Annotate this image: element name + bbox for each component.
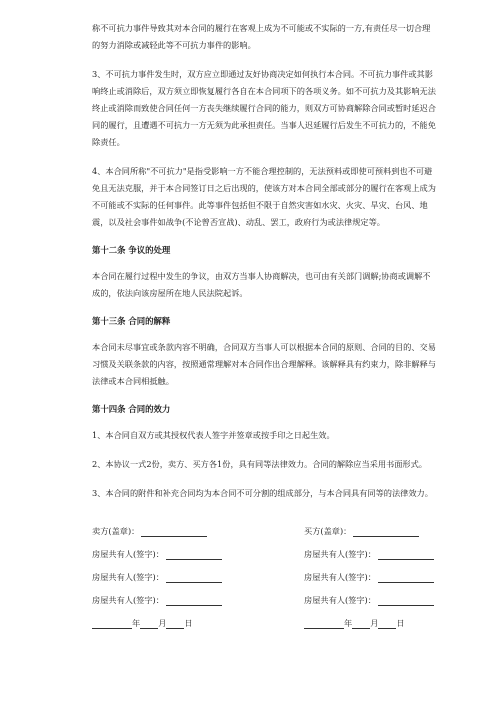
buyer-label: 买方(盖章)：: [304, 526, 352, 536]
paragraph-force-majeure-3: 3、不可抗力事件发生时，双方应立即通过友好协商决定如何执行本合同。不可抗力事件或其影响终止或消除后，双方须立即恢复履行各自在本合同项下的各项义务。如不可抗力及其影响无法终止或消除而致使合同任何一方丧失继续履行合同的能力，则双方可协商解除合同或暂时延迟合同的履行，且遭遇不可抗力一方无须为此承担责任。当事人迟延履行后发生不可抗力的，不能免除责任。: [92, 69, 436, 147]
buyer-co-owner-line-1: [304, 537, 438, 560]
buyer-co-owner-line-2: [304, 560, 438, 583]
seller-co-owner-line-3: [92, 583, 304, 606]
buyer-date-line: [304, 606, 438, 629]
seller-co-owner-line-1: [92, 537, 304, 560]
paragraph-force-majeure-1: 称不可抗力事件导致其对本合同的履行在客观上成为不可能或不实际的一方,有责任尽一切合理的努力消除或减轻此等不可抗力事件的影响。: [92, 23, 431, 50]
year-blank: [304, 627, 344, 629]
section-14-item-3: 3、本合同的附件和补充合同均为本合同不可分割的组成部分，与本合同具有同等的法律效力。: [92, 488, 433, 498]
co-owner-label: 房屋共有人(签字)：: [304, 595, 376, 605]
section-14-title: 第十四条 合同的效力: [92, 404, 171, 414]
co-owner-label: 房屋共有人(签字)：: [304, 549, 376, 559]
seller-label: 卖方(盖章)：: [92, 526, 140, 536]
co-owner-label: 房屋共有人(签字)：: [92, 572, 164, 582]
co-owner-label: 房屋共有人(签字)：: [304, 572, 376, 582]
day-label: 日: [396, 618, 405, 628]
section-13-title: 第十三条 合同的解释: [92, 316, 171, 326]
day-blank: [166, 627, 184, 629]
year-label: 年: [132, 618, 141, 628]
section-12-title: 第十二条 争议的处理: [92, 245, 171, 255]
seller-co-owner-line-2: [92, 560, 304, 583]
signature-block: [92, 514, 438, 629]
co-owner-label: 房屋共有人(签字)：: [92, 549, 164, 559]
month-blank: [140, 627, 158, 629]
seller-signature-line: [92, 514, 304, 537]
month-blank: [352, 627, 370, 629]
day-blank: [378, 627, 396, 629]
section-12-body: 本合同在履行过程中发生的争议，由双方当事人协商解决，也可由有关部门调解;协商或调解不成的，依法向该房屋所在地人民法院起诉。: [92, 271, 431, 298]
buyer-co-owner-line-3: [304, 583, 438, 606]
section-14-item-2: 2、本协议一式2份，卖方、买方各1份，具有同等法律效力。合同的解除应当采用书面形式。: [92, 459, 427, 469]
year-blank: [92, 627, 132, 629]
day-label: 日: [184, 618, 193, 628]
month-label: 月: [158, 618, 167, 628]
month-label: 月: [370, 618, 379, 628]
seller-date-line: [92, 606, 304, 629]
section-14-item-1: 1、本合同自双方或其授权代表人签字并签章或按手印之日起生效。: [92, 430, 335, 440]
paragraph-force-majeure-4: 4、本合同所称"不可抗力"是指受影响一方不能合理控制的，无法预料或即使可预料到也不可避免且无法克服，并于本合同签订日之后出现的，使该方对本合同全部或部分的履行在客观上成为不可能或不实际的任何事件。此等事件包括但不限于自然灾害如水灾、火灾、旱灾、台风、地震，以及社会事件如战争(不论曾否宣战)、动乱、罢工，政府行为或法律规定等。: [92, 166, 436, 227]
year-label: 年: [344, 618, 353, 628]
co-owner-label: 房屋共有人(签字)：: [92, 595, 164, 605]
section-13-body: 本合同未尽事宜或条款内容不明确，合同双方当事人可以根据本合同的原则、合同的目的、交易习惯及关联条款的内容，按照通常理解对本合同作出合理解释。该解释具有约束力，除非解释与法律或本合同相抵触。: [92, 342, 436, 386]
buyer-signature-line: [304, 514, 438, 537]
